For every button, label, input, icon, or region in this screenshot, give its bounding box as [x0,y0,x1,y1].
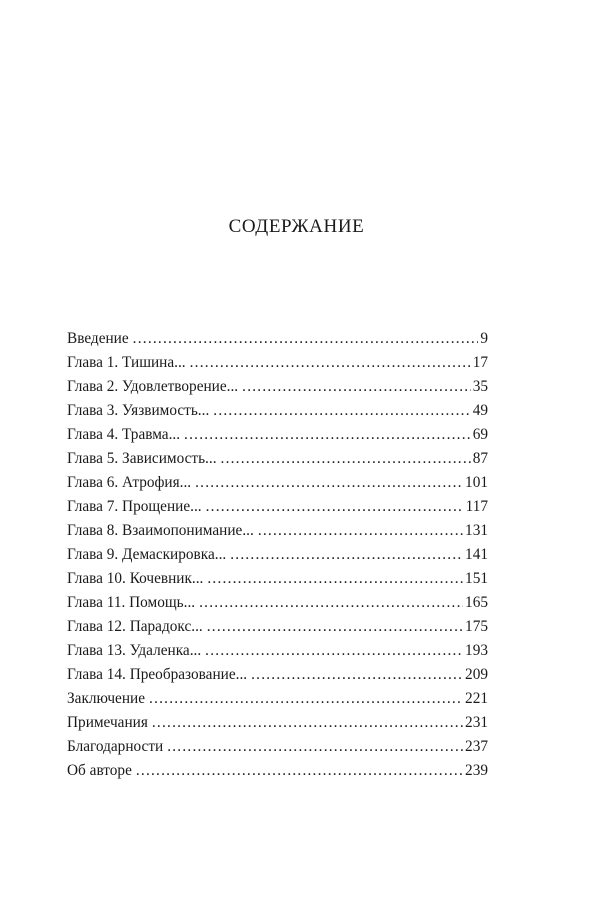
toc-entry [67,567,488,591]
toc-entry [67,615,488,639]
toc-entry [67,495,488,519]
toc-entry-label: Благодарности [67,738,164,755]
toc-entry-label: Глава 11. Помощь... [67,594,196,611]
dot-leader [167,735,463,759]
toc-entry [67,711,488,735]
toc-entry [67,351,488,375]
toc-entry-label: Глава 2. Удовлетворение... [67,378,239,395]
dot-leader [221,447,471,471]
toc-entry-label: Глава 4. Травма... [67,426,181,443]
toc-entry-page: 151 [465,570,488,587]
dot-leader [206,495,464,519]
toc-entry [67,375,488,399]
dot-leader [152,711,463,735]
toc-entry [67,759,488,783]
toc-entry-label: Примечания [67,714,148,731]
toc-entry-label: Об авторе [67,762,132,779]
toc-entry [67,663,488,687]
toc-entry [67,735,488,759]
toc-entry-page: 209 [465,666,488,683]
toc-entry-label: Глава 9. Демаскировка... [67,546,227,563]
toc-entry-page: 17 [472,354,488,371]
toc-entry-page: 175 [465,618,488,635]
toc-entry-page: 221 [465,690,488,707]
toc-entry [67,591,488,615]
toc-entry-page: 141 [465,546,488,563]
dot-leader [190,351,471,375]
toc-entry-label: Глава 8. Взаимопонимание... [67,522,254,539]
toc-entry-label: Глава 12. Парадокс... [67,618,203,635]
toc-list [67,327,488,783]
toc-entry-page: 69 [472,426,488,443]
toc-entry-page: 35 [472,378,488,395]
toc-entry [67,519,488,543]
toc-entry-page: 237 [465,738,488,755]
toc-entry-label: Введение [67,330,129,347]
toc-entry-page: 239 [465,762,488,779]
toc-entry-label: Глава 6. Атрофия... [67,474,192,491]
toc-entry-label: Глава 1. Тишина... [67,354,186,371]
toc-entry [67,639,488,663]
toc-entry-label: Глава 10. Кочевник... [67,570,204,587]
dot-leader [242,375,471,399]
dot-leader [213,399,470,423]
toc-entry-label: Глава 13. Удаленка... [67,642,202,659]
dot-leader [205,639,463,663]
toc-entry-label: Глава 3. Уязвимость... [67,402,210,419]
dot-leader [207,615,463,639]
dot-leader [207,567,463,591]
toc-entry-page: 101 [465,474,488,491]
toc-title: СОДЕРЖАНИЕ [228,216,365,237]
toc-entry [67,471,488,495]
toc-entry-label: Глава 5. Зависимость... [67,450,217,467]
toc-entry [67,423,488,447]
toc-entry-page: 49 [472,402,488,419]
dot-leader [251,663,463,687]
toc-entry [67,543,488,567]
dot-leader [136,759,463,783]
toc-entry-page: 87 [472,450,488,467]
toc-entry-page: 9 [480,330,488,347]
toc-entry-page: 231 [465,714,488,731]
dot-leader [149,687,463,711]
dot-leader [230,543,463,567]
toc-entry-label: Заключение [67,690,146,707]
toc-entry [67,447,488,471]
toc-entry-label: Глава 14. Преобразование... [67,666,248,683]
dot-leader [195,471,463,495]
toc-entry-label: Глава 7. Прощение... [67,498,202,515]
toc-entry [67,399,488,423]
toc-entry-page: 193 [465,642,488,659]
toc-entry [67,327,488,351]
toc-entry-page: 131 [465,522,488,539]
toc-entry-page: 117 [465,498,488,515]
toc-entry-page: 165 [465,594,488,611]
dot-leader [258,519,463,543]
dot-leader [133,327,479,351]
dot-leader [199,591,463,615]
toc-entry [67,687,488,711]
dot-leader [184,423,471,447]
